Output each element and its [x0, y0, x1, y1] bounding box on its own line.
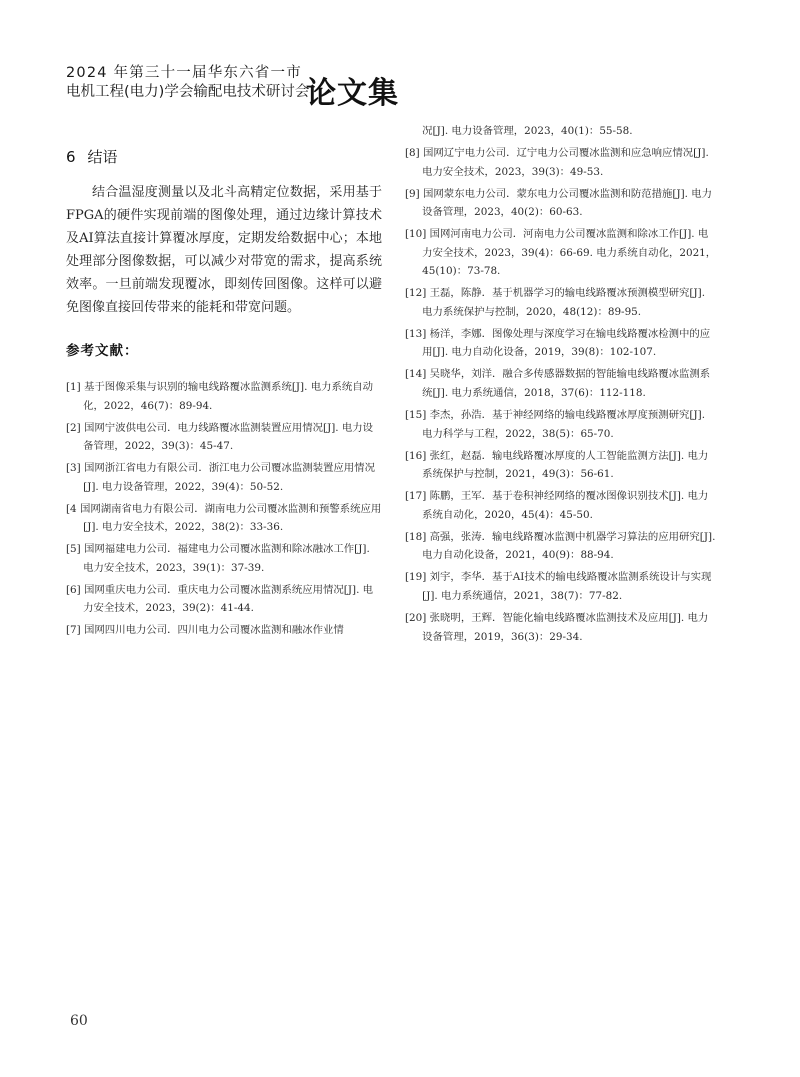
section-title: 结语	[87, 148, 118, 166]
reference-item: [17] 陈鹏，王军．基于卷积神经网络的覆冰图像识别技术[J]. 电力系统自动化，2020，45(4)：45-50.	[405, 490, 709, 521]
section-number: 6	[66, 148, 76, 166]
references-right-column	[405, 122, 717, 650]
reference-item: [18] 高强，张涛．输电线路覆冰监测中机器学习算法的应用研究[J]. 电力自动化设备，2021，40(9)：88-94.	[405, 530, 716, 562]
running-header	[66, 64, 399, 111]
reference-item: [15] 李杰，孙浩．基于神经网络的输电线路覆冰厚度预测研究[J]. 电力科学与工程，2022，38(5)：65-70.	[405, 409, 705, 440]
reference-continuation: 况[J]. 电力设备管理，2023，40(1)：55-58.	[422, 125, 633, 137]
reference-item: [3] 国网浙江省电力有限公司．浙江电力公司覆冰监测装置应用情况[J]. 电力设备管理，2022，39(4)：50-52.	[66, 462, 375, 493]
reference-item: [20] 张晓明，王辉．智能化输电线路覆冰监测技术及应用[J]. 电力设备管理，2019，36(3)：29-34.	[405, 611, 709, 643]
reference-item: [2] 国网宁波供电公司．电力线路覆冰监测装置应用情况[J]. 电力设备管理，2022，39(3)：45-47.	[66, 421, 374, 453]
page-number: 60	[70, 1013, 88, 1029]
reference-item: [14] 吴晓华，刘洋．融合多传感器数据的智能输电线路覆冰监测系统[J]. 电力系统通信，2018，37(6)：112-118.	[405, 368, 711, 400]
header-line-2: 电机工程(电力)学会输配电技术研讨会	[66, 84, 310, 100]
reference-item: [7] 国网四川电力公司．四川电力公司覆冰监测和融冰作业情	[66, 624, 344, 637]
reference-item: [5] 国网福建电力公司．福建电力公司覆冰监测和除冰融冰工作[J]. 电力安全技术，2023，39(1)：37-39.	[66, 543, 370, 574]
header-line-1: 2024 年第三十一届华东六省一市	[66, 65, 302, 81]
reference-item: [6] 国网重庆电力公司．重庆电力公司覆冰监测系统应用情况[J]. 电力安全技术，2023，39(2)：41-44.	[66, 583, 374, 615]
reference-item: [19] 刘宇，李华．基于AI技术的输电线路覆冰监测系统设计与实现[J]. 电力系统通信，2021，38(7)：77-82.	[405, 571, 712, 602]
conclusion-paragraph: 结合温湿度测量以及北斗高精定位数据，采用基于FPGA的硬件实现前端的图像处理，通过边缘计算技术及AI算法直接计算覆冰厚度，定期发给数据中心；本地处理部分图像数据，可以减少对带宽的需求，提高系统效率。一旦前端发现覆冰，即刻传回图像。这样可以避免图像直接回传带来的能耗和带宽问题。	[66, 185, 382, 315]
references-heading: 参考文献：	[66, 343, 139, 359]
header-collection-title: 论文集	[306, 76, 399, 111]
reference-item: [4 国网湖南省电力有限公司．湖南电力公司覆冰监测和预警系统应用[J]. 电力安全技术，2022，38(2)：33-36.	[66, 502, 382, 534]
reference-item: [1] 基于图像采集与识别的输电线路覆冰监测系统[J]. 电力系统自动化，2022，46(7)：89-94.	[66, 381, 374, 412]
reference-item: [16] 张红，赵磊．输电线路覆冰厚度的人工智能监测方法[J]. 电力系统保护与控制，2021，49(3)：56-61.	[405, 449, 709, 481]
reference-item: [8] 国网辽宁电力公司．辽宁电力公司覆冰监测和应急响应情况[J]. 电力安全技术，2023，39(3)：49-53.	[405, 146, 709, 178]
reference-item: [9] 国网蒙东电力公司．蒙东电力公司覆冰监测和防范措施[J]. 电力设备管理，2023，40(2)：60-63.	[405, 187, 713, 219]
reference-item: [10] 国网河南电力公司．河南电力公司覆冰监测和除冰工作[J]. 电力安全技术，2023，39(4)：66-69. 电力系统自动化，2021，45(10)：73-78.	[405, 228, 717, 278]
references-left-column	[66, 378, 382, 643]
reference-item: [12] 王磊，陈静．基于机器学习的输电线路覆冰预测模型研究[J]. 电力系统保护与控制，2020，48(12)：89-95.	[405, 287, 705, 318]
reference-item: [13] 杨洋，李娜．图像处理与深度学习在输电线路覆冰检测中的应用[J]. 电力自动化设备，2019，39(8)：102-107.	[405, 327, 711, 359]
section-heading	[66, 146, 118, 167]
